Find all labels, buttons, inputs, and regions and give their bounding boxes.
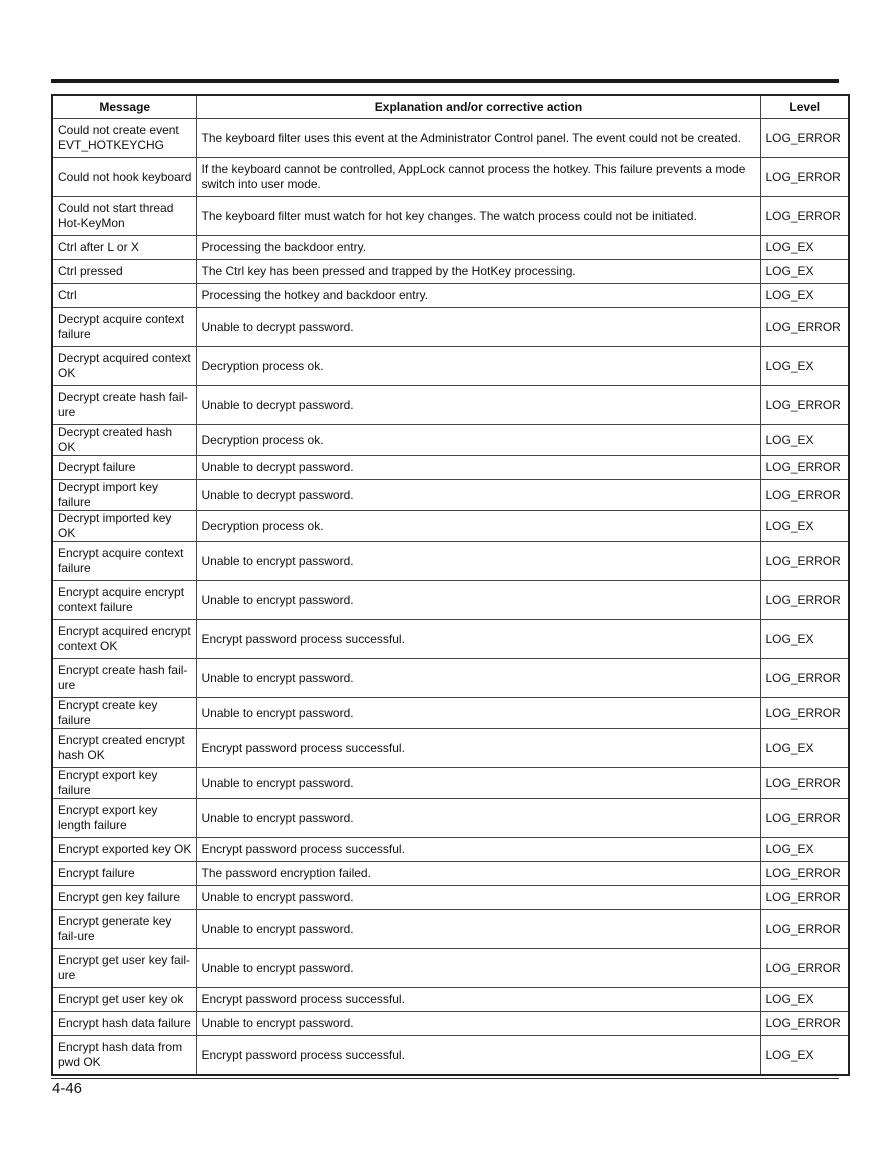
cell-explanation: Unable to decrypt password. [196, 308, 760, 347]
table-row [52, 425, 849, 456]
cell-message: Decrypt create hash fail-ure [52, 386, 196, 425]
table-row [52, 284, 849, 308]
cell-message: Encrypt export key length failure [52, 799, 196, 838]
cell-level: LOG_EX [760, 1036, 849, 1076]
cell-message: Encrypt hash data from pwd OK [52, 1036, 196, 1076]
cell-explanation: The Ctrl key has been pressed and trapped by the HotKey processing. [196, 260, 760, 284]
cell-level: LOG_ERROR [760, 480, 849, 511]
cell-explanation: Unable to encrypt password. [196, 698, 760, 729]
top-rule [51, 79, 839, 83]
cell-level: LOG_EX [760, 425, 849, 456]
cell-message: Encrypt acquire encrypt context failure [52, 581, 196, 620]
cell-explanation: Unable to encrypt password. [196, 799, 760, 838]
cell-message: Decrypt imported key OK [52, 511, 196, 542]
cell-explanation: The keyboard filter uses this event at the Administrator Control panel. The event could not be created. [196, 119, 760, 158]
cell-level: LOG_ERROR [760, 768, 849, 799]
table-row [52, 949, 849, 988]
cell-explanation: Unable to encrypt password. [196, 659, 760, 698]
table-row [52, 698, 849, 729]
table-row [52, 308, 849, 347]
table-row [52, 386, 849, 425]
cell-explanation: If the keyboard cannot be controlled, AppLock cannot process the hotkey. This failure prevents a mode switch into user mode. [196, 158, 760, 197]
cell-message: Encrypt created encrypt hash OK [52, 729, 196, 768]
cell-message: Decrypt acquire context failure [52, 308, 196, 347]
cell-level: LOG_ERROR [760, 886, 849, 910]
cell-level: LOG_ERROR [760, 308, 849, 347]
cell-explanation: Encrypt password process successful. [196, 729, 760, 768]
cell-level: LOG_EX [760, 620, 849, 659]
cell-explanation: Unable to encrypt password. [196, 581, 760, 620]
cell-explanation: Processing the backdoor entry. [196, 236, 760, 260]
table-header-row [52, 95, 849, 119]
table-row [52, 1036, 849, 1076]
table-row [52, 862, 849, 886]
header-message: Message [52, 95, 196, 119]
cell-message: Could not start thread Hot-KeyMon [52, 197, 196, 236]
cell-level: LOG_ERROR [760, 386, 849, 425]
cell-explanation: Encrypt password process successful. [196, 620, 760, 659]
table-row [52, 729, 849, 768]
table-row [52, 988, 849, 1012]
cell-level: LOG_ERROR [760, 659, 849, 698]
cell-explanation: Unable to decrypt password. [196, 386, 760, 425]
cell-message: Could not hook keyboard [52, 158, 196, 197]
cell-message: Encrypt hash data failure [52, 1012, 196, 1036]
cell-explanation: Unable to decrypt password. [196, 456, 760, 480]
cell-message: Encrypt get user key fail-ure [52, 949, 196, 988]
cell-explanation: The keyboard filter must watch for hot key changes. The watch process could not be initiated. [196, 197, 760, 236]
table-row [52, 1012, 849, 1036]
cell-explanation: Decryption process ok. [196, 347, 760, 386]
table-row [52, 799, 849, 838]
cell-level: LOG_ERROR [760, 581, 849, 620]
cell-level: LOG_EX [760, 511, 849, 542]
cell-level: LOG_EX [760, 260, 849, 284]
cell-message: Encrypt get user key ok [52, 988, 196, 1012]
cell-level: LOG_ERROR [760, 158, 849, 197]
cell-explanation: The password encryption failed. [196, 862, 760, 886]
cell-level: LOG_ERROR [760, 910, 849, 949]
table-row [52, 542, 849, 581]
cell-level: LOG_ERROR [760, 949, 849, 988]
cell-explanation: Encrypt password process successful. [196, 838, 760, 862]
cell-message: Encrypt acquired encrypt context OK [52, 620, 196, 659]
page-number: 4-46 [52, 1080, 83, 1097]
cell-level: LOG_ERROR [760, 799, 849, 838]
cell-message: Decrypt acquired context OK [52, 347, 196, 386]
cell-explanation: Unable to encrypt password. [196, 949, 760, 988]
cell-level: LOG_ERROR [760, 119, 849, 158]
cell-message: Encrypt create key failure [52, 698, 196, 729]
cell-explanation: Decryption process ok. [196, 511, 760, 542]
cell-explanation: Unable to encrypt password. [196, 1012, 760, 1036]
table-row [52, 581, 849, 620]
cell-explanation: Processing the hotkey and backdoor entry. [196, 284, 760, 308]
cell-message: Ctrl pressed [52, 260, 196, 284]
cell-level: LOG_EX [760, 347, 849, 386]
cell-explanation: Decryption process ok. [196, 425, 760, 456]
cell-level: LOG_ERROR [760, 542, 849, 581]
cell-level: LOG_EX [760, 729, 849, 768]
cell-level: LOG_EX [760, 236, 849, 260]
cell-message: Decrypt created hash OK [52, 425, 196, 456]
table-row [52, 236, 849, 260]
cell-message: Decrypt import key failure [52, 480, 196, 511]
cell-explanation: Unable to encrypt password. [196, 542, 760, 581]
cell-explanation: Unable to encrypt password. [196, 768, 760, 799]
message-table [51, 94, 850, 1076]
table-row [52, 659, 849, 698]
table-row [52, 910, 849, 949]
cell-explanation: Unable to encrypt password. [196, 910, 760, 949]
cell-message: Decrypt failure [52, 456, 196, 480]
table-row [52, 119, 849, 158]
table-row [52, 480, 849, 511]
table-row [52, 838, 849, 862]
table-row [52, 456, 849, 480]
table-row [52, 886, 849, 910]
table-row [52, 768, 849, 799]
cell-explanation: Unable to decrypt password. [196, 480, 760, 511]
cell-message: Ctrl after L or X [52, 236, 196, 260]
table-row [52, 197, 849, 236]
cell-message: Encrypt generate key fail-ure [52, 910, 196, 949]
cell-level: LOG_EX [760, 838, 849, 862]
cell-level: LOG_EX [760, 988, 849, 1012]
cell-message: Encrypt create hash fail-ure [52, 659, 196, 698]
bottom-rule [51, 1078, 839, 1079]
cell-message: Ctrl [52, 284, 196, 308]
cell-message: Encrypt exported key OK [52, 838, 196, 862]
cell-message: Encrypt failure [52, 862, 196, 886]
cell-message: Encrypt acquire context failure [52, 542, 196, 581]
cell-level: LOG_EX [760, 284, 849, 308]
cell-message: Encrypt export key failure [52, 768, 196, 799]
cell-explanation: Encrypt password process successful. [196, 1036, 760, 1076]
cell-message: Could not create event EVT_HOTKEYCHG [52, 119, 196, 158]
cell-level: LOG_ERROR [760, 1012, 849, 1036]
cell-message: Encrypt gen key failure [52, 886, 196, 910]
table-row [52, 347, 849, 386]
cell-level: LOG_ERROR [760, 862, 849, 886]
cell-explanation: Unable to encrypt password. [196, 886, 760, 910]
table-row [52, 511, 849, 542]
table-row [52, 620, 849, 659]
cell-level: LOG_ERROR [760, 197, 849, 236]
cell-level: LOG_ERROR [760, 698, 849, 729]
header-level: Level [760, 95, 849, 119]
table-row [52, 158, 849, 197]
table-row [52, 260, 849, 284]
cell-level: LOG_ERROR [760, 456, 849, 480]
header-explanation: Explanation and/or corrective action [196, 95, 760, 119]
cell-explanation: Encrypt password process successful. [196, 988, 760, 1012]
